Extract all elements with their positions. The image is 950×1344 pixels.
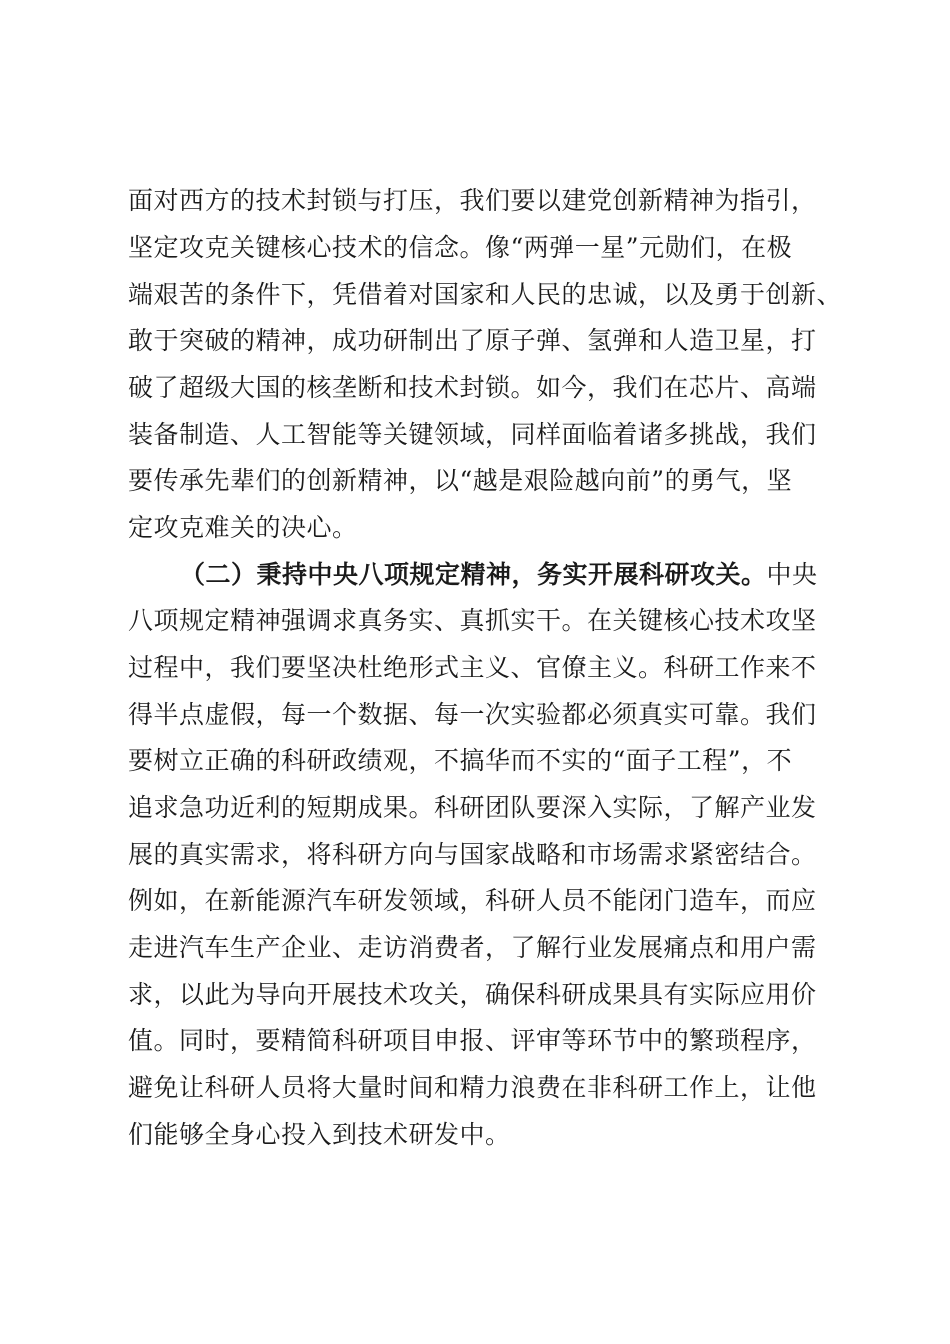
paragraph-2-line-10: 求，以此为导向开展技术攻关，确保科研成果具有实际应用价 — [128, 980, 817, 1009]
paragraph-1-line-8: 定攻克难关的决心。 — [128, 513, 358, 542]
paragraph-1-line-3: 端艰苦的条件下，凭借着对国家和人民的忠诚，以及勇于创新、 — [128, 280, 843, 309]
paragraph-2-line-5: 要树立正确的科研政绩观，不搞华而不实的“面子工程”，不 — [128, 746, 793, 775]
paragraph-1-line-5: 破了超级大国的核垄断和技术封锁。如今，我们在芯片、高端 — [128, 373, 817, 402]
paragraph-2-line-1-rest: 中央 — [766, 560, 818, 589]
paragraph-2-line-2: 八项规定精神强调求真务实、真抓实干。在关键核心技术攻坚 — [128, 606, 817, 635]
paragraph-1-line-7: 要传承先辈们的创新精神，以“越是艰险越向前”的勇气，坚 — [128, 466, 793, 495]
paragraph-2-line-12: 避免让科研人员将大量时间和精力浪费在非科研工作上，让他 — [128, 1073, 817, 1102]
paragraph-1-line-2: 坚定攻克关键核心技术的信念。像“两弹一星”元勋们，在极 — [128, 233, 793, 262]
paragraph-2-line-7: 展的真实需求，将科研方向与国家战略和市场需求紧密结合。 — [128, 840, 817, 869]
paragraph-2-line-4: 得半点虚假，每一个数据、每一次实验都必须真实可靠。我们 — [128, 700, 817, 729]
paragraph-2-line-11: 值。同时，要精简科研项目申报、评审等环节中的繁琐程序， — [128, 1026, 817, 1055]
paragraph-2-line-8: 例如，在新能源汽车研发领域，科研人员不能闭门造车，而应 — [128, 886, 817, 915]
paragraph-2-line-6: 追求急功近利的短期成果。科研团队要深入实际，了解产业发 — [128, 793, 817, 822]
paragraph-1-line-6: 装备制造、人工智能等关键领域，同样面临着诸多挑战，我们 — [128, 420, 817, 449]
paragraph-2-line-3: 过程中，我们要坚决杜绝形式主义、官僚主义。科研工作来不 — [128, 653, 817, 682]
paragraph-2-line-9: 走进汽车生产企业、走访消费者，了解行业发展痛点和用户需 — [128, 933, 817, 962]
paragraph-1-line-1: 面对西方的技术封锁与打压，我们要以建党创新精神为指引， — [128, 186, 817, 215]
section-heading: （二）秉持中央八项规定精神，务实开展科研攻关。 — [180, 560, 767, 589]
paragraph-2-line-1 — [180, 560, 830, 590]
paragraph-1-line-4: 敢于突破的精神，成功研制出了原子弹、氢弹和人造卫星，打 — [128, 326, 817, 355]
paragraph-2-line-13: 们能够全身心投入到技术研发中。 — [128, 1120, 511, 1149]
